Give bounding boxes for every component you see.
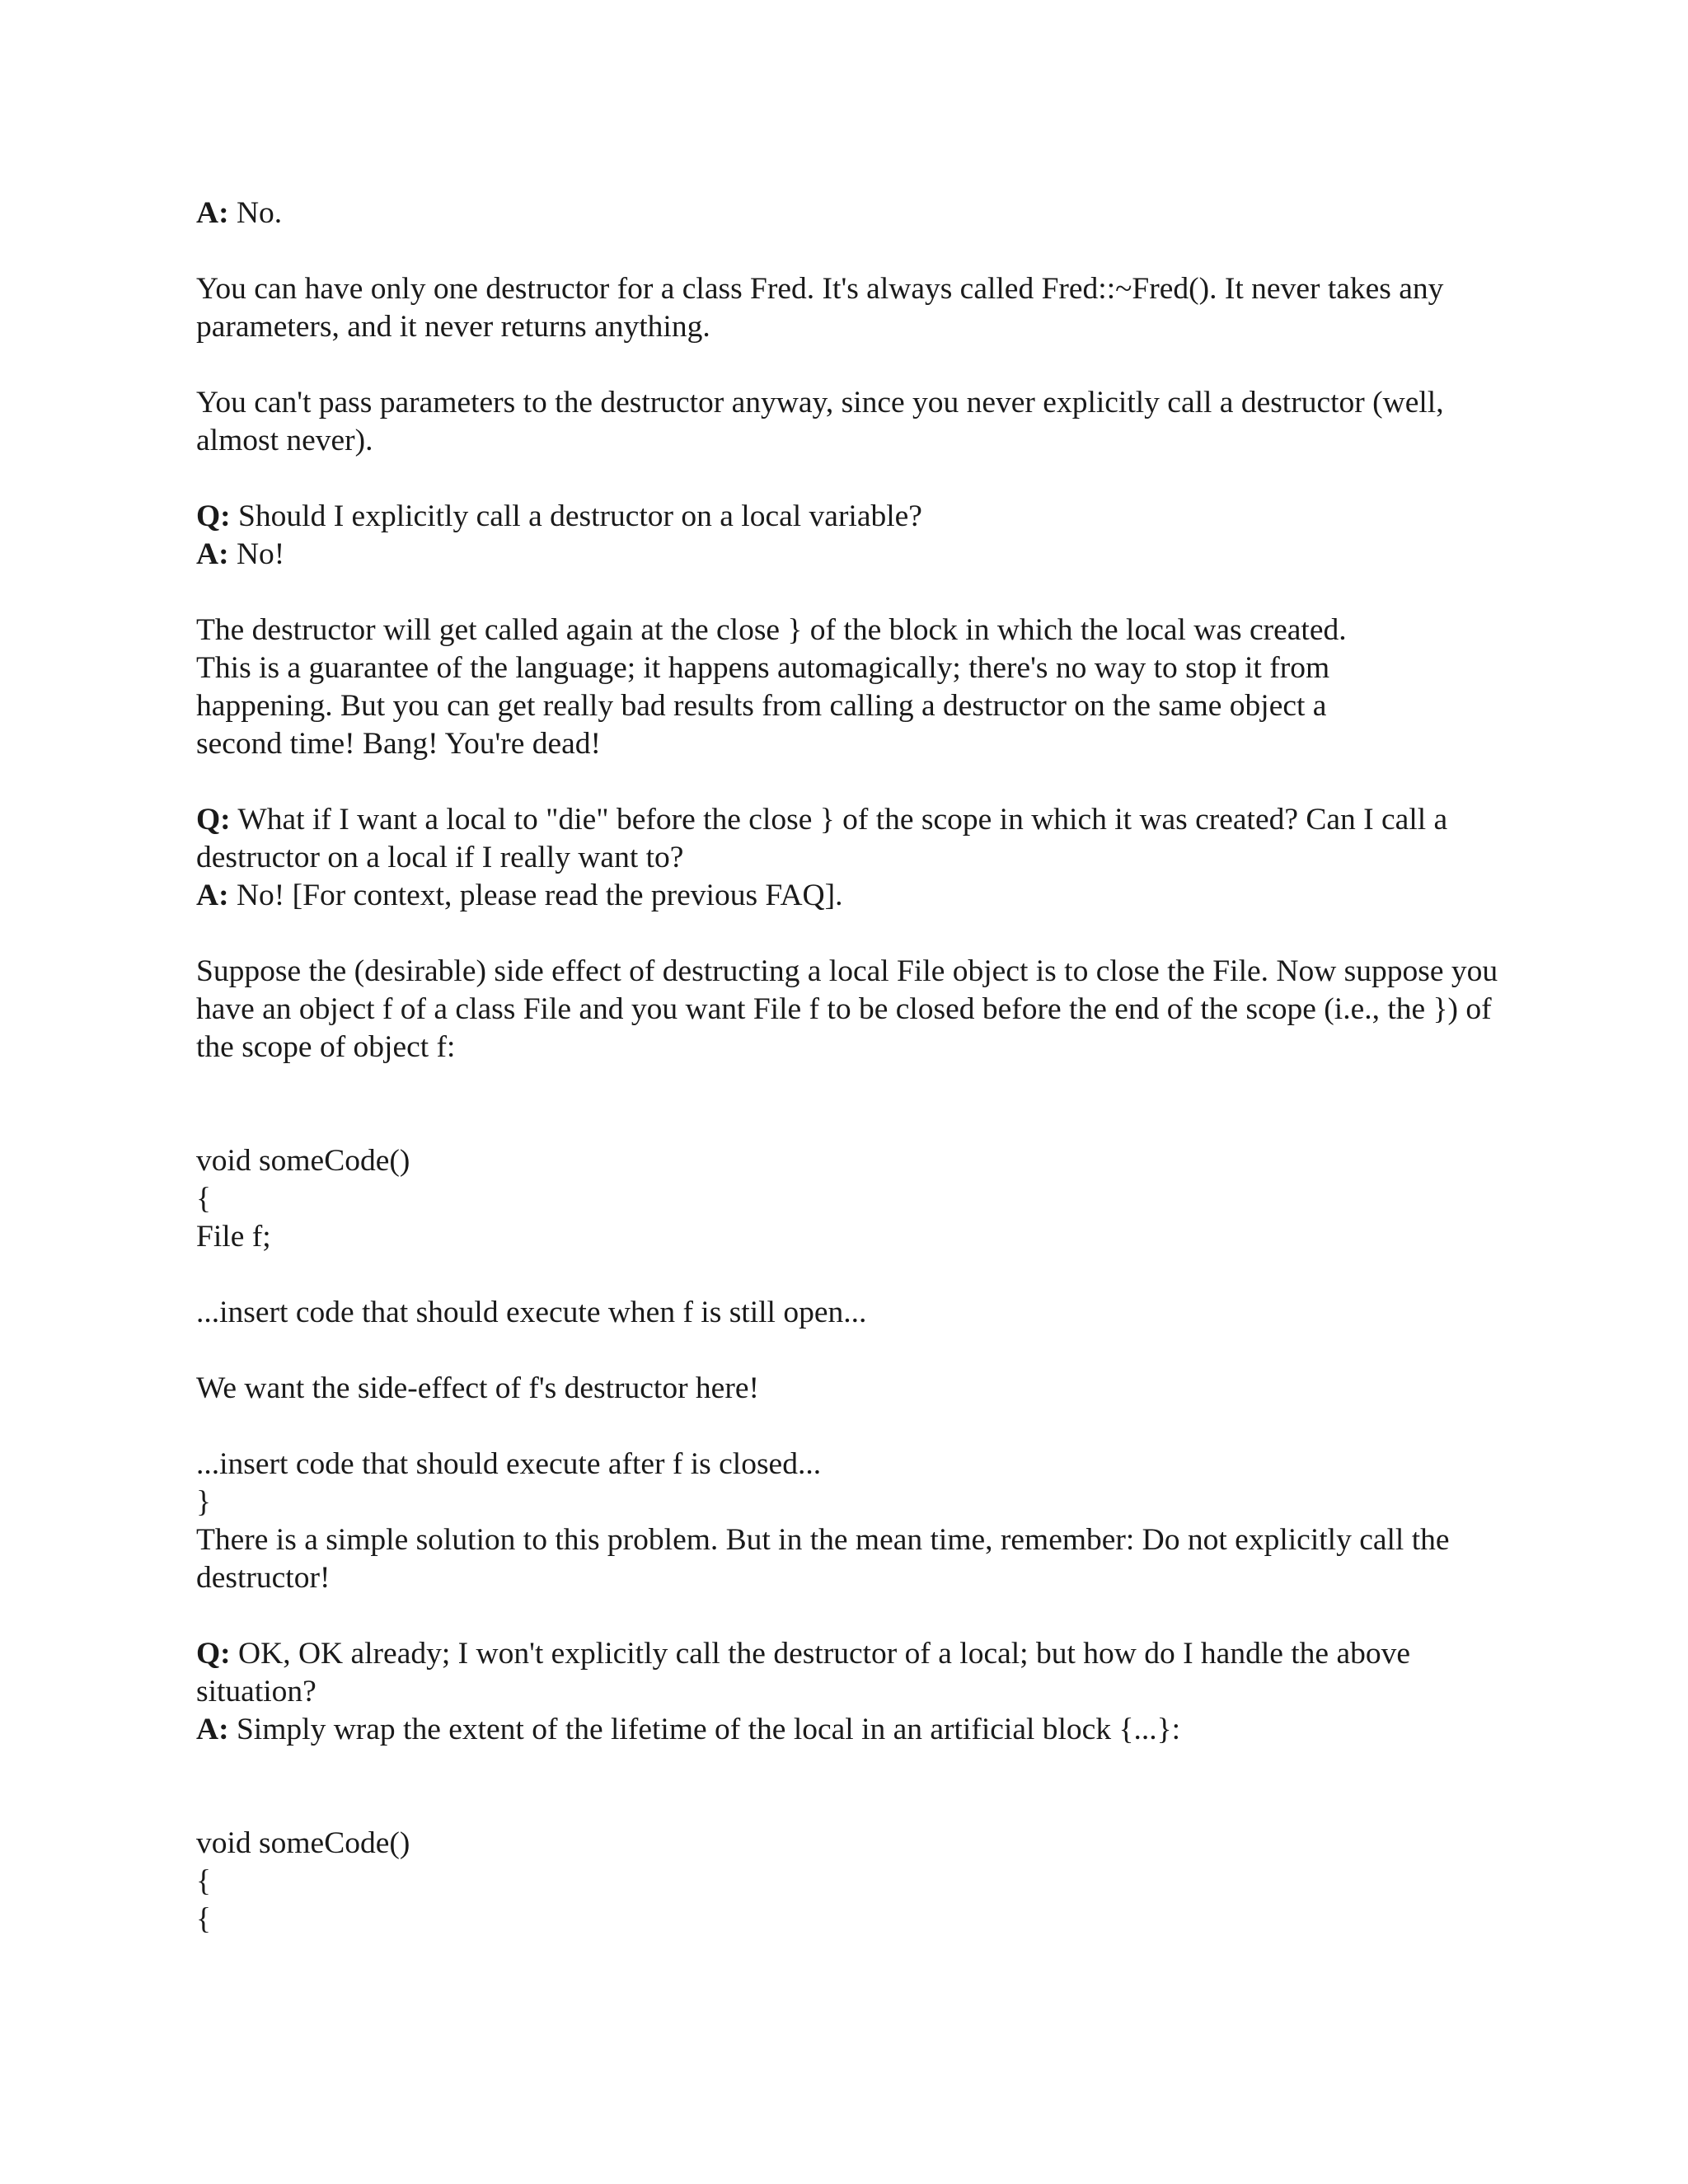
answer-text: No.	[228, 196, 283, 230]
answer-local-die	[196, 877, 1498, 915]
document-body	[196, 194, 1498, 1938]
answer-wrap-block	[196, 1711, 1498, 1749]
paragraph-destructor-again-line-1: The destructor will get called again at the close } of the block in which the local was created.	[196, 613, 1347, 647]
code-line: {	[196, 1182, 211, 1216]
question-how-handle	[196, 1635, 1498, 1711]
paragraph-destructor-again-line-3: happening. But you can get really bad results from calling a destructor on the same object a	[196, 689, 1327, 723]
code-line: }	[196, 1485, 211, 1519]
answer-text: No!	[228, 537, 285, 571]
code-line: void someCode()	[196, 1144, 410, 1178]
paragraph-file-example: Suppose the (desirable) side effect of destructing a local File object is to close the File. Now suppose you have an object f of a class File and you want File f to be closed before the end of the scope (i.e., the }) of the scope of object f:	[196, 954, 1498, 1064]
question-label: Q:	[196, 1637, 231, 1671]
question-text: What if I want a local to "die" before the close } of the scope in which it was created? Can I call a destructor on a local if I really want to?	[196, 803, 1448, 874]
answer-label: A:	[196, 196, 229, 230]
answer-explicit-call	[196, 536, 1498, 574]
paragraph-destructor-again-line-4: second time! Bang! You're dead!	[196, 727, 602, 761]
question-label: Q:	[196, 499, 231, 533]
question-local-die	[196, 801, 1498, 877]
code-line: ...insert code that should execute when f is still open...	[196, 1296, 867, 1329]
code-line: void someCode()	[196, 1826, 410, 1860]
answer-text: Simply wrap the extent of the lifetime of the local in an artificial block {...}:	[228, 1713, 1180, 1746]
answer-text: No! [For context, please read the previous FAQ].	[228, 879, 843, 912]
code-line: {	[196, 1902, 211, 1936]
code-line: File f;	[196, 1220, 271, 1254]
answer-label: A:	[196, 879, 229, 912]
code-line: {	[196, 1864, 211, 1898]
answer-no	[196, 194, 1498, 232]
answer-label: A:	[196, 537, 229, 571]
question-explicit-call	[196, 498, 1498, 536]
paragraph-one-destructor: You can have only one destructor for a class Fred. It's always called Fred::~Fred(). It never takes any parameters, and it never returns anything.	[196, 272, 1444, 344]
paragraph-no-parameters: You can't pass parameters to the destructor anyway, since you never explicitly call a destructor (well, almost never).	[196, 386, 1444, 457]
question-text: Should I explicitly call a destructor on a local variable?	[230, 499, 922, 533]
question-text: OK, OK already; I won't explicitly call the destructor of a local; but how do I handle the above situation?	[196, 1637, 1410, 1708]
paragraph-destructor-again-line-2: This is a guarantee of the language; it happens automagically; there's no way to stop it from	[196, 651, 1330, 685]
question-label: Q:	[196, 803, 231, 837]
code-line: We want the side-effect of f's destructor here!	[196, 1371, 759, 1405]
answer-label: A:	[196, 1713, 229, 1746]
paragraph-simple-solution: There is a simple solution to this problem. But in the mean time, remember: Do not explicitly call the destructor!	[196, 1523, 1450, 1595]
code-line: ...insert code that should execute after f is closed...	[196, 1447, 822, 1481]
